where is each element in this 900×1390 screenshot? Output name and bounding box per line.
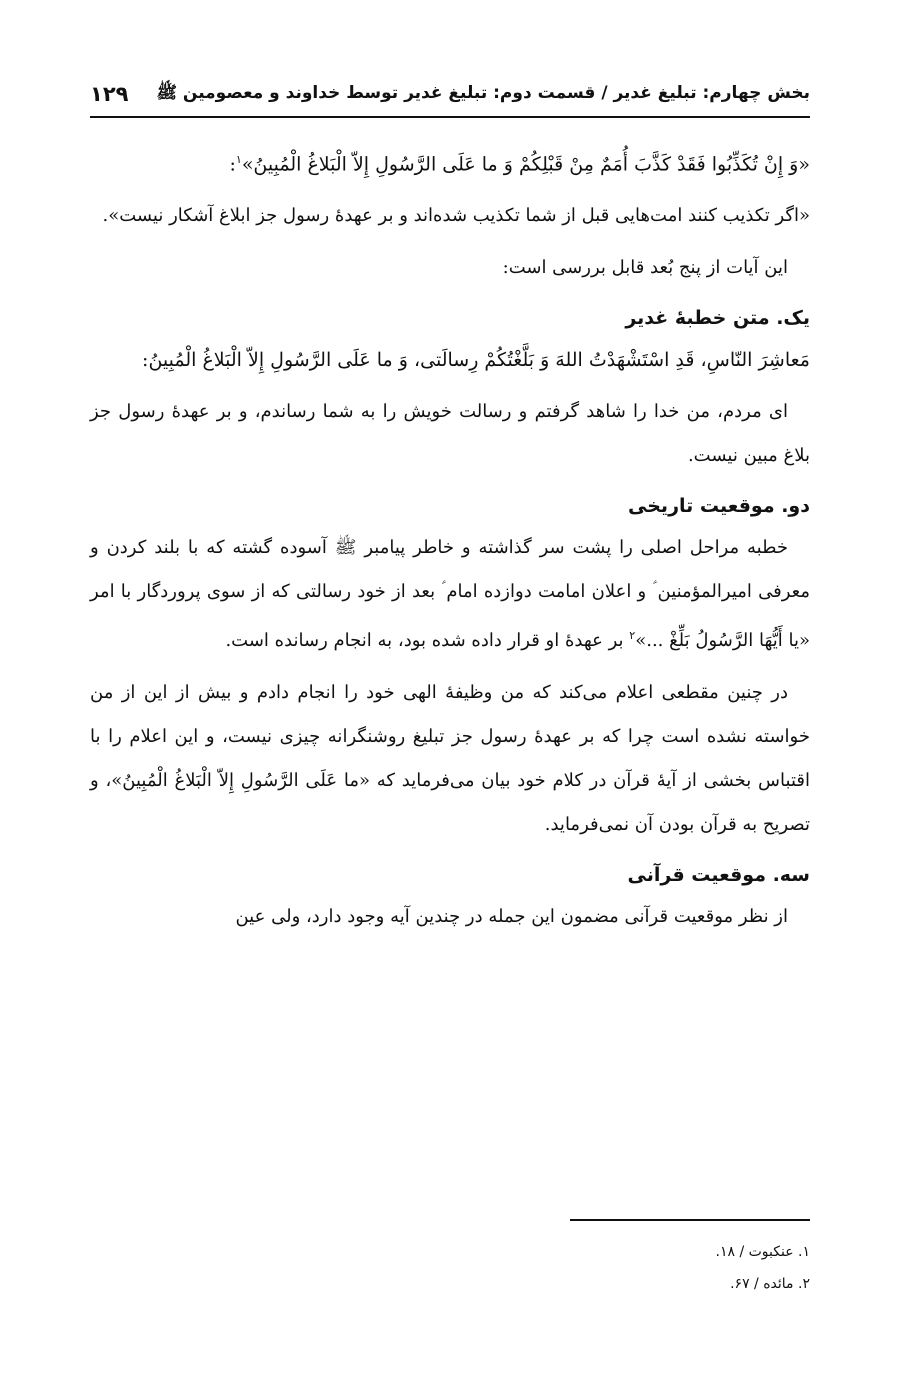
history-paragraph-2: در چنین مقطعی اعلام می‌کند که من وظیفهٔ الهی خود را انجام دادم و بیش از این از من خواسته نشده است چرا که بر عهدهٔ رسول جز تبلیغ روشنگرانه چیزی نیست، و این اعلام را با اقتباس بخشی از آیهٔ قرآن در کلام خود بیان می‌فرماید که «ما عَلَی الرَّسُولِ إِلاّ الْبَلاغُ الْمُبِینُ»، و تصریح به قرآن بودن آن نمی‌فرماید.	[90, 682, 810, 836]
footnote-ref-1: ۱	[235, 153, 242, 166]
footnote-ref-2: ۲	[629, 629, 636, 643]
quran-verse	[90, 138, 810, 186]
sermon-translation: ای مردم، من خدا را شاهد گرفتم و رسالت خویش را به شما رساندم، و بر عهدهٔ رسول جز بلاغ مبین نیست.	[90, 401, 810, 467]
history-paragraph-1-end: بر عهدهٔ او قرار داده شده بود، به انجام رسانده است.	[225, 630, 630, 652]
section-heading-2: دو. موقعیت تاریخی	[628, 495, 810, 518]
sermon-arabic-text: مَعاشِرَ النّاسِ، قَدِ اسْتَشْهَدْتُ اللهَ وَ بَلَّغْتُکُمْ رِسالَتی، وَ ما عَلَی الرَّسُولِ إِلاّ الْبَلاغُ الْمُبِینُ:	[142, 349, 810, 372]
quran-verse-text: «وَ إِنْ تُکَذِّبُوا فَقَدْ کَذَّبَ أُمَمٌ مِنْ قَبْلِکُمْ وَ ما عَلَی الرَّسُولِ إِلاّ الْبَلاغُ الْمُبِینُ»	[241, 153, 810, 176]
footnote-2: ۲. مائده / ۶۷.	[730, 1276, 810, 1292]
quranic-position-paragraph: از نظر موقعیت قرآنی مضمون این جمله در چندین آیه وجود دارد، ولی عین	[235, 906, 788, 928]
footnote-1: ۱. عنکبوت / ۱۸.	[715, 1244, 810, 1260]
running-header	[90, 76, 810, 112]
page-body	[90, 138, 810, 947]
verse-colon: :	[229, 153, 236, 176]
footnotes	[90, 1236, 810, 1300]
verse-translation: «اگر تکذیب کنند امت‌هایی قبل از شما تکذیب شده‌اند و بر عهدهٔ رسول جز ابلاغ آشکار نیست».	[102, 205, 810, 227]
section-heading-3: سه. موقعیت قرآنی	[627, 864, 810, 887]
section-heading-1: یک. متن خطبهٔ غدیر	[625, 307, 810, 330]
intro-paragraph: این آیات از پنج بُعد قابل بررسی است:	[502, 257, 788, 279]
footnote-divider	[570, 1219, 810, 1221]
running-header-title: بخش چهارم: تبلیغ غدیر / قسمت دوم: تبلیغ غدیر توسط خداوند و معصومین ﷺ	[156, 82, 810, 103]
page-number: ۱۲۹	[90, 82, 129, 106]
header-divider	[90, 116, 810, 118]
history-paragraph-1	[90, 526, 810, 663]
history-paragraph-1-start: خطبه مراحل اصلی را پشت سر گذاشته و خاطر پیامبر ﷺ آسوده گشته که با بلند کردن و معرفی امیرالمؤمنین ؑ و اعلان امامت دوازده امام ؑ بعد از خود رسالتی که از سوی پروردگار با امر «یا أَیُّهَا الرَّسُولُ بَلِّغْ ...»	[90, 537, 810, 652]
